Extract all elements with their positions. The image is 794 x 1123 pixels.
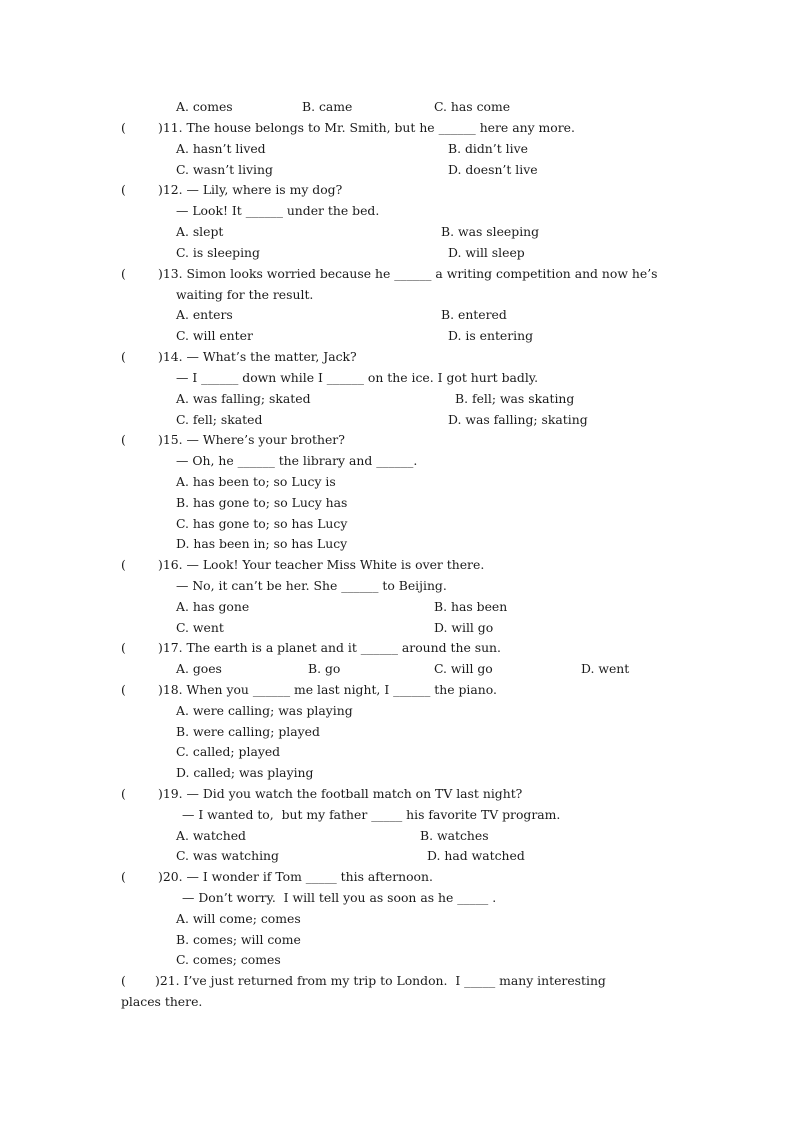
q14-stem (158, 350, 357, 364)
q15-option-c: C. has gone to; so has Lucy (176, 516, 348, 531)
question-text: Simon looks worried because he ______ a writing competition and now he’s (186, 266, 658, 281)
question-number: )14. (158, 349, 183, 364)
q19-option-d: D. had watched (427, 848, 525, 863)
q20-line2: — Don’t worry. I will tell you as soon as he _____ . (182, 890, 497, 905)
question-text: The earth is a planet and it ______ around the sun. (186, 640, 501, 655)
q12-option-c: C. is sleeping (176, 245, 260, 260)
answer-paren: ( (121, 640, 126, 655)
q15-line2: — Oh, he ______ the library and ______. (176, 453, 418, 468)
q12-option-a: A. slept (176, 224, 224, 239)
q16-option-a: A. has gone (176, 599, 250, 614)
q19-option-a: A. watched (176, 828, 246, 843)
answer-paren: ( (121, 682, 126, 697)
q15-option-b: B. has gone to; so Lucy has (176, 495, 348, 510)
q20-stem (158, 870, 433, 884)
q18-option-d: D. called; was playing (176, 765, 314, 780)
question-number: )12. (158, 182, 183, 197)
q13-stem (158, 267, 658, 281)
q14-option-b: B. fell; was skating (455, 391, 575, 406)
q17-option-a: A. goes (176, 661, 222, 676)
question-text: — Where’s your brother? (186, 432, 345, 447)
question-text: — What’s the matter, Jack? (186, 349, 357, 364)
answer-paren: ( (121, 432, 126, 447)
q12-option-b: B. was sleeping (441, 224, 540, 239)
q11-option-d: D. doesn’t live (448, 162, 538, 177)
q15-stem (158, 433, 345, 447)
q21-stem (155, 974, 606, 988)
q13-option-d: D. is entering (448, 328, 534, 343)
q14-option-c: C. fell; skated (176, 412, 263, 427)
answer-paren: ( (121, 182, 126, 197)
q18-option-c: C. called; played (176, 744, 281, 759)
q13-option-a: A. enters (176, 307, 233, 322)
question-text: — Look! Your teacher Miss White is over there. (186, 557, 485, 572)
q10-option-a: A. comes (176, 99, 233, 114)
q19-option-b: B. watches (420, 828, 489, 843)
question-number: )21. (155, 973, 180, 988)
question-number: )16. (158, 557, 183, 572)
q21-line2: places there. (121, 994, 203, 1009)
answer-paren: ( (121, 120, 126, 135)
q16-stem (158, 558, 484, 572)
q12-line2: — Look! It ______ under the bed. (176, 203, 380, 218)
q10-option-b: B. came (302, 99, 353, 114)
q19-line2: — I wanted to, but my father _____ his favorite TV program. (182, 807, 561, 822)
question-number: )15. (158, 432, 183, 447)
question-text: The house belongs to Mr. Smith, but he ______ here any more. (186, 120, 575, 135)
q13-option-b: B. entered (441, 307, 507, 322)
q18-stem (158, 683, 497, 697)
q11-option-a: A. hasn’t lived (176, 141, 266, 156)
q14-option-a: A. was falling; skated (176, 391, 311, 406)
q12-stem (158, 183, 342, 197)
question-number: )20. (158, 869, 183, 884)
question-number: )18. (158, 682, 183, 697)
q20-option-b: B. comes; will come (176, 932, 301, 947)
answer-paren: ( (121, 973, 126, 988)
question-number: )17. (158, 640, 183, 655)
question-number: )11. (158, 120, 183, 135)
q18-option-a: A. were calling; was playing (176, 703, 353, 718)
q15-option-a: A. has been to; so Lucy is (176, 474, 336, 489)
q19-stem (158, 787, 522, 801)
q12-option-d: D. will sleep (448, 245, 525, 260)
question-number: )19. (158, 786, 183, 801)
q11-option-c: C. wasn’t living (176, 162, 273, 177)
q11-stem (158, 121, 575, 135)
q14-option-d: D. was falling; skating (448, 412, 588, 427)
q13-line2: waiting for the result. (176, 287, 314, 302)
question-text: — I wonder if Tom _____ this afternoon. (186, 869, 433, 884)
q15-option-d: D. has been in; so has Lucy (176, 536, 348, 551)
q11-option-b: B. didn’t live (448, 141, 528, 156)
q17-option-c: C. will go (434, 661, 493, 676)
answer-paren: ( (121, 557, 126, 572)
q13-option-c: C. will enter (176, 328, 253, 343)
q10-option-c: C. has come (434, 99, 511, 114)
q17-option-d: D. went (581, 661, 630, 676)
question-text: When you ______ me last night, I ______ the piano. (186, 682, 497, 697)
question-text: I’ve just returned from my trip to London. I _____ many interesting (183, 973, 606, 988)
q14-line2: — I ______ down while I ______ on the ice. I got hurt badly. (176, 370, 539, 385)
q19-option-c: C. was watching (176, 848, 279, 863)
q17-stem (158, 641, 501, 655)
question-text: — Did you watch the football match on TV last night? (186, 786, 523, 801)
q18-option-b: B. were calling; played (176, 724, 320, 739)
q17-option-b: B. go (308, 661, 341, 676)
answer-paren: ( (121, 266, 126, 281)
q20-option-a: A. will come; comes (176, 911, 301, 926)
answer-paren: ( (121, 869, 126, 884)
question-number: )13. (158, 266, 183, 281)
q16-option-c: C. went (176, 620, 224, 635)
q16-option-d: D. will go (434, 620, 494, 635)
q16-line2: — No, it can’t be her. She ______ to Beijing. (176, 578, 447, 593)
q20-option-c: C. comes; comes (176, 952, 281, 967)
q16-option-b: B. has been (434, 599, 508, 614)
question-text: — Lily, where is my dog? (186, 182, 343, 197)
answer-paren: ( (121, 349, 126, 364)
answer-paren: ( (121, 786, 126, 801)
